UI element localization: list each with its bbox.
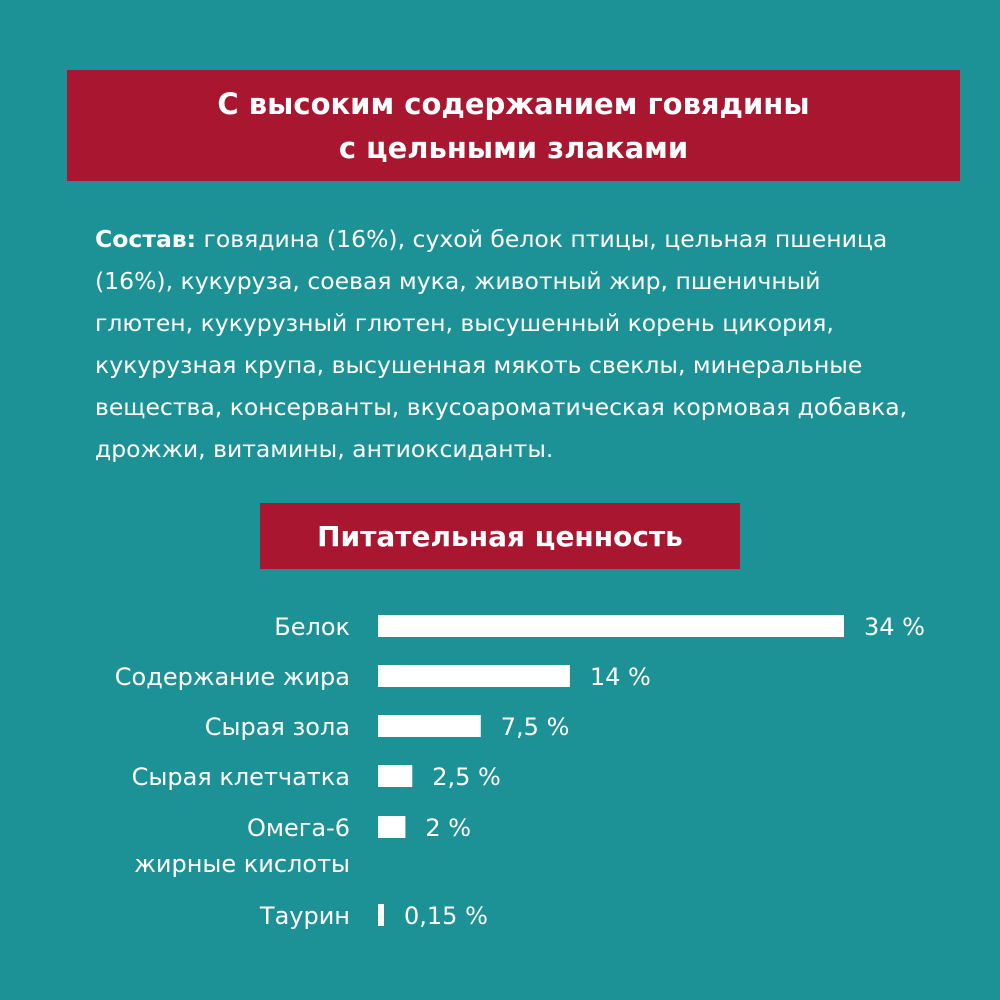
category-label-4-line0: Омега-6	[246, 814, 350, 842]
bar-2	[378, 715, 481, 737]
value-label-0: 34 %	[864, 613, 925, 641]
category-label-3: Сырая клетчатка	[131, 763, 350, 791]
bar-5	[378, 904, 384, 926]
category-label-1: Содержание жира	[114, 663, 350, 691]
category-label-2: Сырая зола	[204, 713, 350, 741]
bar-1	[378, 665, 570, 687]
bar-4	[378, 816, 405, 838]
bar-3	[378, 765, 412, 787]
chart-title: Питательная ценность	[317, 519, 683, 553]
category-label-5: Таурин	[259, 902, 350, 930]
value-label-1: 14 %	[589, 663, 651, 691]
header-title-line1: С высоким содержанием говядины	[217, 86, 810, 121]
category-label-4-line1: жирные кислоты	[134, 850, 350, 878]
value-label-4: 2 %	[425, 814, 472, 842]
bar-0	[378, 615, 844, 637]
category-label-0: Белок	[274, 613, 350, 641]
header-title-line2: с цельными злаками	[338, 130, 689, 165]
composition-label: Состав:	[95, 225, 197, 253]
value-label-2: 7,5 %	[500, 713, 570, 741]
composition-ingredients: говядина (16%), сухой белок птицы, цельная пшеница (16%), кукуруза, соевая мука, животный жир, пшеничный глютен, кукурузный глютен, высушенный корень цикория, кукурузная крупа, высушенная мякоть свеклы, минеральные вещества, консерванты, вкусоароматическая кормовая добавка, дрожжи, витамины, антиоксиданты.	[95, 225, 908, 463]
value-label-3: 2,5 %	[432, 763, 501, 791]
value-label-5: 0,15 %	[404, 902, 488, 930]
